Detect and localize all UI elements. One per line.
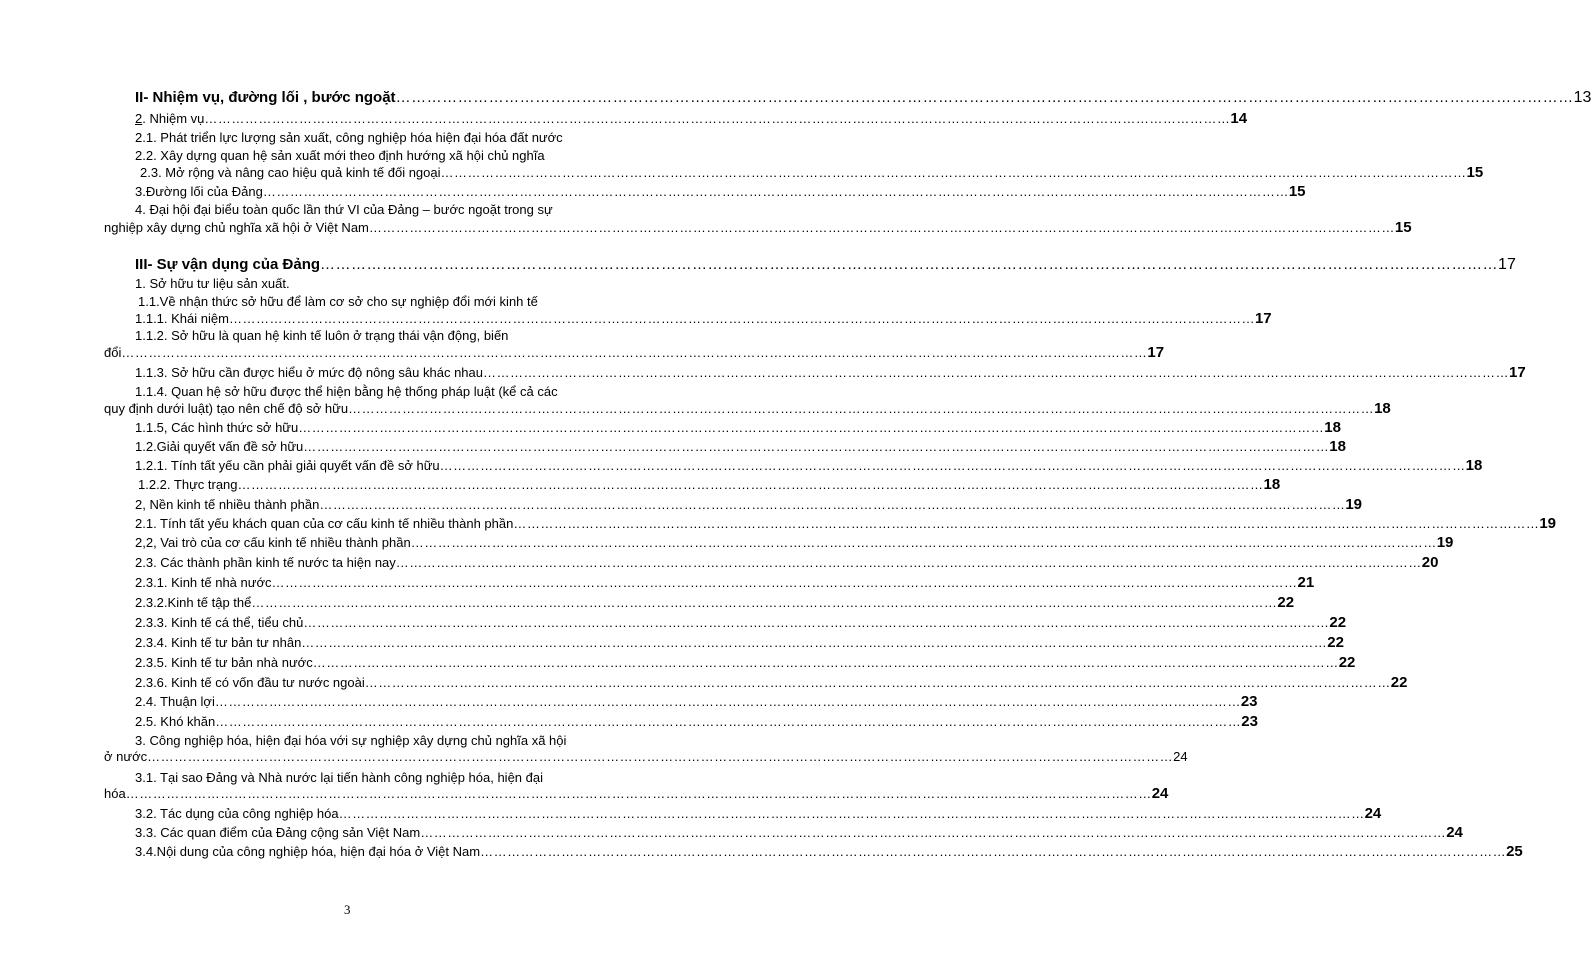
leader-dots: ………………………………………………………………………………………………………………………………………………………………………………………………………… [513, 516, 1540, 531]
leader-dots: ………………………………………………………………………………………………………………………………………………………………………………………………………… [410, 535, 1437, 550]
leader-dots: ………………………………………………………………………………………………………………………………………………………………………………………………………… [228, 311, 1255, 326]
page-ref: 19 [1539, 515, 1557, 532]
page-ref: 24 [1173, 749, 1188, 764]
entry-text: 2,2, Vai trò của cơ cấu kinh tế nhiều thành phần [135, 535, 411, 550]
leader-dots: ………………………………………………………………………………………………………………………………………………………………………………………………………… [121, 345, 1148, 360]
leader-dots: ………………………………………………………………………………………………………………………………………………………………………………………………………… [215, 714, 1242, 729]
entry-number: 2 [135, 111, 143, 126]
toc-entry-1-1-4-line2[interactable] [104, 400, 1391, 417]
entry-text: 1.1.5, Các hình thức sở hữu [135, 420, 299, 435]
entry-text: hóa [104, 786, 126, 801]
leader-dots: ………………………………………………………………………………………………………………………………………………………………………………………………………… [439, 458, 1466, 473]
toc-entry-1-1-4-line1[interactable]: 1.1.4. Quan hệ sở hữu được thể hiện bằng hệ thống pháp luật (kể cả các [135, 384, 558, 399]
page-ref: 22 [1277, 594, 1295, 611]
entry-text: 2.3.1. Kinh tế nhà nước [135, 575, 272, 590]
page-ref: 24 [1446, 824, 1463, 841]
toc-entry-1-1-2-line2[interactable] [104, 344, 1165, 361]
page-ref: 21 [1297, 574, 1315, 591]
leader-dots: ………………………………………………………………………………………………………………………………………………………………………………………………………… [214, 694, 1241, 709]
page-number: 3 [344, 902, 351, 917]
entry-text: 1.2.Giải quyết vấn đề sở hữu [135, 439, 304, 454]
entry-text: ở nước [104, 749, 148, 764]
toc-entry-2-5[interactable] [135, 713, 1258, 730]
entry-text: 3.4.Nội dung của công nghiệp hóa, hiện đại hóa ở Việt Nam [135, 844, 481, 859]
page-ref: 17 [1509, 364, 1526, 381]
toc-entry-1-2[interactable] [135, 438, 1346, 455]
toc-entry-2-3-5[interactable] [135, 654, 1356, 671]
entry-text: . Nhiệm vụ [142, 111, 205, 126]
toc-entry-2-4[interactable] [135, 693, 1258, 710]
toc-entry-4-line1[interactable]: 4. Đại hội đại biểu toàn quốc lần thứ VI của Đảng – bước ngoặt trong sự [135, 202, 553, 217]
toc-entry-1-2-2[interactable] [138, 476, 1281, 493]
leader-dots: ………………………………………………………………………………………………………………………………………………………………………………………………………… [237, 477, 1264, 492]
page-ref: 14 [1230, 110, 1248, 127]
toc-entry-3-industrialization-line2[interactable] [104, 749, 1188, 765]
entry-text: 2.3.4. Kinh tế tư bản tư nhân [135, 635, 302, 650]
leader-dots: ………………………………………………………………………………………………………………………………………………………………………………………………………… [320, 256, 1499, 273]
leader-dots: ………………………………………………………………………………………………………………………………………………………………………………………………………… [420, 825, 1447, 840]
leader-dots: ………………………………………………………………………………………………………………………………………………………………………………………………………… [364, 675, 1391, 690]
toc-entry-1-1-3[interactable] [135, 364, 1526, 381]
page-ref: 24 [1151, 785, 1169, 802]
leader-dots: ………………………………………………………………………………………………………………………………………………………………………………………………………… [440, 165, 1467, 180]
leader-dots: ………………………………………………………………………………………………………………………………………………………………………………………………………… [251, 595, 1278, 610]
toc-entry-3-4[interactable] [135, 843, 1523, 860]
leader-dots: ………………………………………………………………………………………………………………………………………………………………………………………………………… [303, 615, 1330, 630]
page-ref: 15 [1394, 219, 1412, 236]
entry-text: 2.3.2.Kinh tế tập thể [135, 595, 252, 610]
toc-entry-2-3-economy[interactable] [135, 554, 1439, 571]
leader-dots: ………………………………………………………………………………………………………………………………………………………………………………………………………… [303, 439, 1330, 454]
page-ref: 22 [1390, 674, 1408, 691]
toc-heading-section-2[interactable] [135, 89, 1591, 106]
leader-dots: ………………………………………………………………………………………………………………………………………………………………………………………………………… [204, 111, 1231, 126]
toc-entry-1-2-1[interactable] [135, 457, 1483, 474]
page-ref: 19 [1436, 534, 1454, 551]
entry-text: đổi [104, 345, 122, 360]
toc-entry-2-3-4[interactable] [135, 634, 1344, 651]
toc-entry-2-1-economy[interactable] [135, 515, 1557, 532]
leader-dots: ………………………………………………………………………………………………………………………………………………………………………………………………………… [338, 806, 1365, 821]
leader-dots: ………………………………………………………………………………………………………………………………………………………………………………………………………… [262, 184, 1289, 199]
page-ref: 17 [1254, 310, 1272, 327]
page-ref: 19 [1345, 496, 1362, 513]
page-ref: 15 [1288, 183, 1306, 200]
entry-text: 1.2.2. Thực trạng [138, 477, 238, 492]
heading-text: III- Sự vận dụng của Đảng [135, 256, 321, 273]
toc-entry-2-3[interactable] [140, 164, 1484, 181]
leader-dots: ………………………………………………………………………………………………………………………………………………………………………………………………………… [301, 635, 1328, 650]
page-ref: 18 [1465, 457, 1483, 474]
leader-dots: ………………………………………………………………………………………………………………………………………………………………………………………………………… [319, 497, 1346, 512]
page-ref: 18 [1263, 476, 1281, 493]
page-ref: 17 [1498, 256, 1516, 273]
toc-entry-2[interactable] [135, 110, 1248, 127]
toc-entry-4-line2[interactable] [104, 219, 1412, 236]
entry-text: 1.1.1. Khái niệm [135, 311, 229, 326]
toc-entry-2-3-3[interactable] [135, 614, 1347, 631]
toc-entry-2-3-2[interactable] [135, 594, 1295, 611]
page-ref: 23 [1241, 713, 1258, 730]
leader-dots: ………………………………………………………………………………………………………………………………………………………………………………………………………… [395, 555, 1422, 570]
toc-entry-2-2[interactable]: 2.2. Xây dựng quan hệ sản xuất mới theo định hướng xã hội chủ nghĩa [135, 148, 545, 163]
toc-entry-2-3-1[interactable] [135, 574, 1315, 591]
page-ref: 18 [1329, 438, 1346, 455]
page-ref: 15 [1466, 164, 1484, 181]
page-ref: 23 [1240, 693, 1258, 710]
entry-text: 2.4. Thuận lợi [135, 694, 215, 709]
entry-text: 2.3.5. Kinh tế tư bản nhà nước [135, 655, 313, 670]
toc-entry-1-1-2-line1[interactable]: 1.1.2. Sở hữu là quan hệ kinh tế luôn ở trạng thái vận động, biến [135, 328, 509, 343]
entry-text: quy định dưới luật) tạo nên chế độ sở hữu [104, 401, 349, 416]
leader-dots: ………………………………………………………………………………………………………………………………………………………………………………………………………… [480, 844, 1507, 859]
page-ref: 18 [1324, 419, 1341, 436]
entry-text: 3.Đường lối của Đảng [135, 184, 263, 199]
leader-dots: ………………………………………………………………………………………………………………………………………………………………………………………………………… [312, 655, 1339, 670]
entry-text: 1.1.3. Sở hữu cần được hiểu ở mức độ nông sâu khác nhau [135, 365, 483, 380]
entry-text: 3.2. Tác dụng của công nghiệp hóa [135, 806, 339, 821]
leader-dots: ………………………………………………………………………………………………………………………………………………………………………………………………………… [298, 420, 1325, 435]
page-ref: 18 [1374, 400, 1391, 417]
entry-text: 3.3. Các quan điểm của Đảng cộng sản Việt Nam [135, 825, 421, 840]
toc-entry-1[interactable]: 1. Sở hữu tư liệu sản xuất. [135, 276, 290, 291]
entry-text: 2.3. Các thành phần kinh tế nước ta hiện nay [135, 555, 396, 570]
toc-entry-3-1-line2[interactable] [104, 785, 1169, 802]
toc-entry-1-1[interactable]: 1.1.Về nhận thức sở hữu để làm cơ sở cho sự nghiệp đổi mới kinh tế [138, 294, 538, 309]
toc-entry-2-1[interactable]: 2.1. Phát triển lực lượng sản xuất, công nghiệp hóa hiện đại hóa đất nước [135, 130, 563, 145]
page-ref: 24 [1364, 805, 1382, 822]
toc-entry-1-1-1[interactable] [135, 310, 1272, 327]
toc-entry-3-2[interactable] [135, 805, 1382, 822]
toc-entry-1-1-5[interactable] [135, 419, 1341, 436]
toc-entry-3-industrialization-line1[interactable]: 3. Công nghiệp hóa, hiện đại hóa với sự nghiệp xây dựng chủ nghĩa xã hội [135, 733, 567, 748]
leader-dots: ………………………………………………………………………………………………………………………………………………………………………………………………………… [271, 575, 1298, 590]
leader-dots: ………………………………………………………………………………………………………………………………………………………………………………………………………… [348, 401, 1375, 416]
leader-dots: ………………………………………………………………………………………………………………………………………………………………………………………………………… [483, 365, 1509, 380]
entry-text: 2.3.3. Kinh tế cá thể, tiểu chủ [135, 615, 304, 630]
page-ref: 25 [1506, 843, 1523, 860]
page-ref: 17 [1147, 344, 1165, 361]
toc-heading-section-3[interactable] [135, 256, 1516, 273]
leader-dots: ………………………………………………………………………………………………………………………………………………………………………………………………………… [395, 89, 1574, 106]
leader-dots: ………………………………………………………………………………………………………………………………………………………………………………………………………… [147, 749, 1174, 764]
entry-text: 1.2.1. Tính tất yếu cần phải giải quyết vấn đề sở hữu [135, 458, 440, 473]
toc-entry-2-2-economy[interactable] [135, 534, 1454, 551]
toc-entry-2-3-6[interactable] [135, 674, 1408, 691]
toc-entry-3[interactable] [135, 183, 1306, 200]
page-ref: 22 [1329, 614, 1347, 631]
page-ref: 22 [1327, 634, 1344, 651]
leader-dots: ………………………………………………………………………………………………………………………………………………………………………………………………………… [125, 786, 1152, 801]
page-ref: 13 [1573, 89, 1591, 106]
heading-text: II- Nhiệm vụ, đường lối , bước ngoặt [135, 89, 396, 106]
entry-text: 2.3.6. Kinh tế có vốn đầu tư nước ngoài [135, 675, 365, 690]
entry-text: 2, Nền kinh tế nhiều thành phần [135, 497, 320, 512]
entry-text: 2.1. Tính tất yếu khách quan của cơ cấu kinh tế nhiều thành phần [135, 516, 514, 531]
toc-entry-3-3[interactable] [135, 824, 1463, 841]
entry-text: 2.5. Khó khăn [135, 714, 216, 729]
leader-dots: ………………………………………………………………………………………………………………………………………………………………………………………………………… [368, 220, 1395, 235]
page-ref: 20 [1421, 554, 1439, 571]
toc-entry-2-economy[interactable] [135, 496, 1362, 513]
entry-text: nghiệp xây dựng chủ nghĩa xã hội ở Việt Nam [104, 220, 369, 235]
entry-text: 2.3. Mở rộng và nâng cao hiệu quả kinh tế đối ngoại [140, 165, 441, 180]
page-ref: 22 [1338, 654, 1356, 671]
toc-entry-3-1-line1[interactable]: 3.1. Tại sao Đảng và Nhà nước lại tiến hành công nghiệp hóa, hiện đại [135, 770, 543, 785]
